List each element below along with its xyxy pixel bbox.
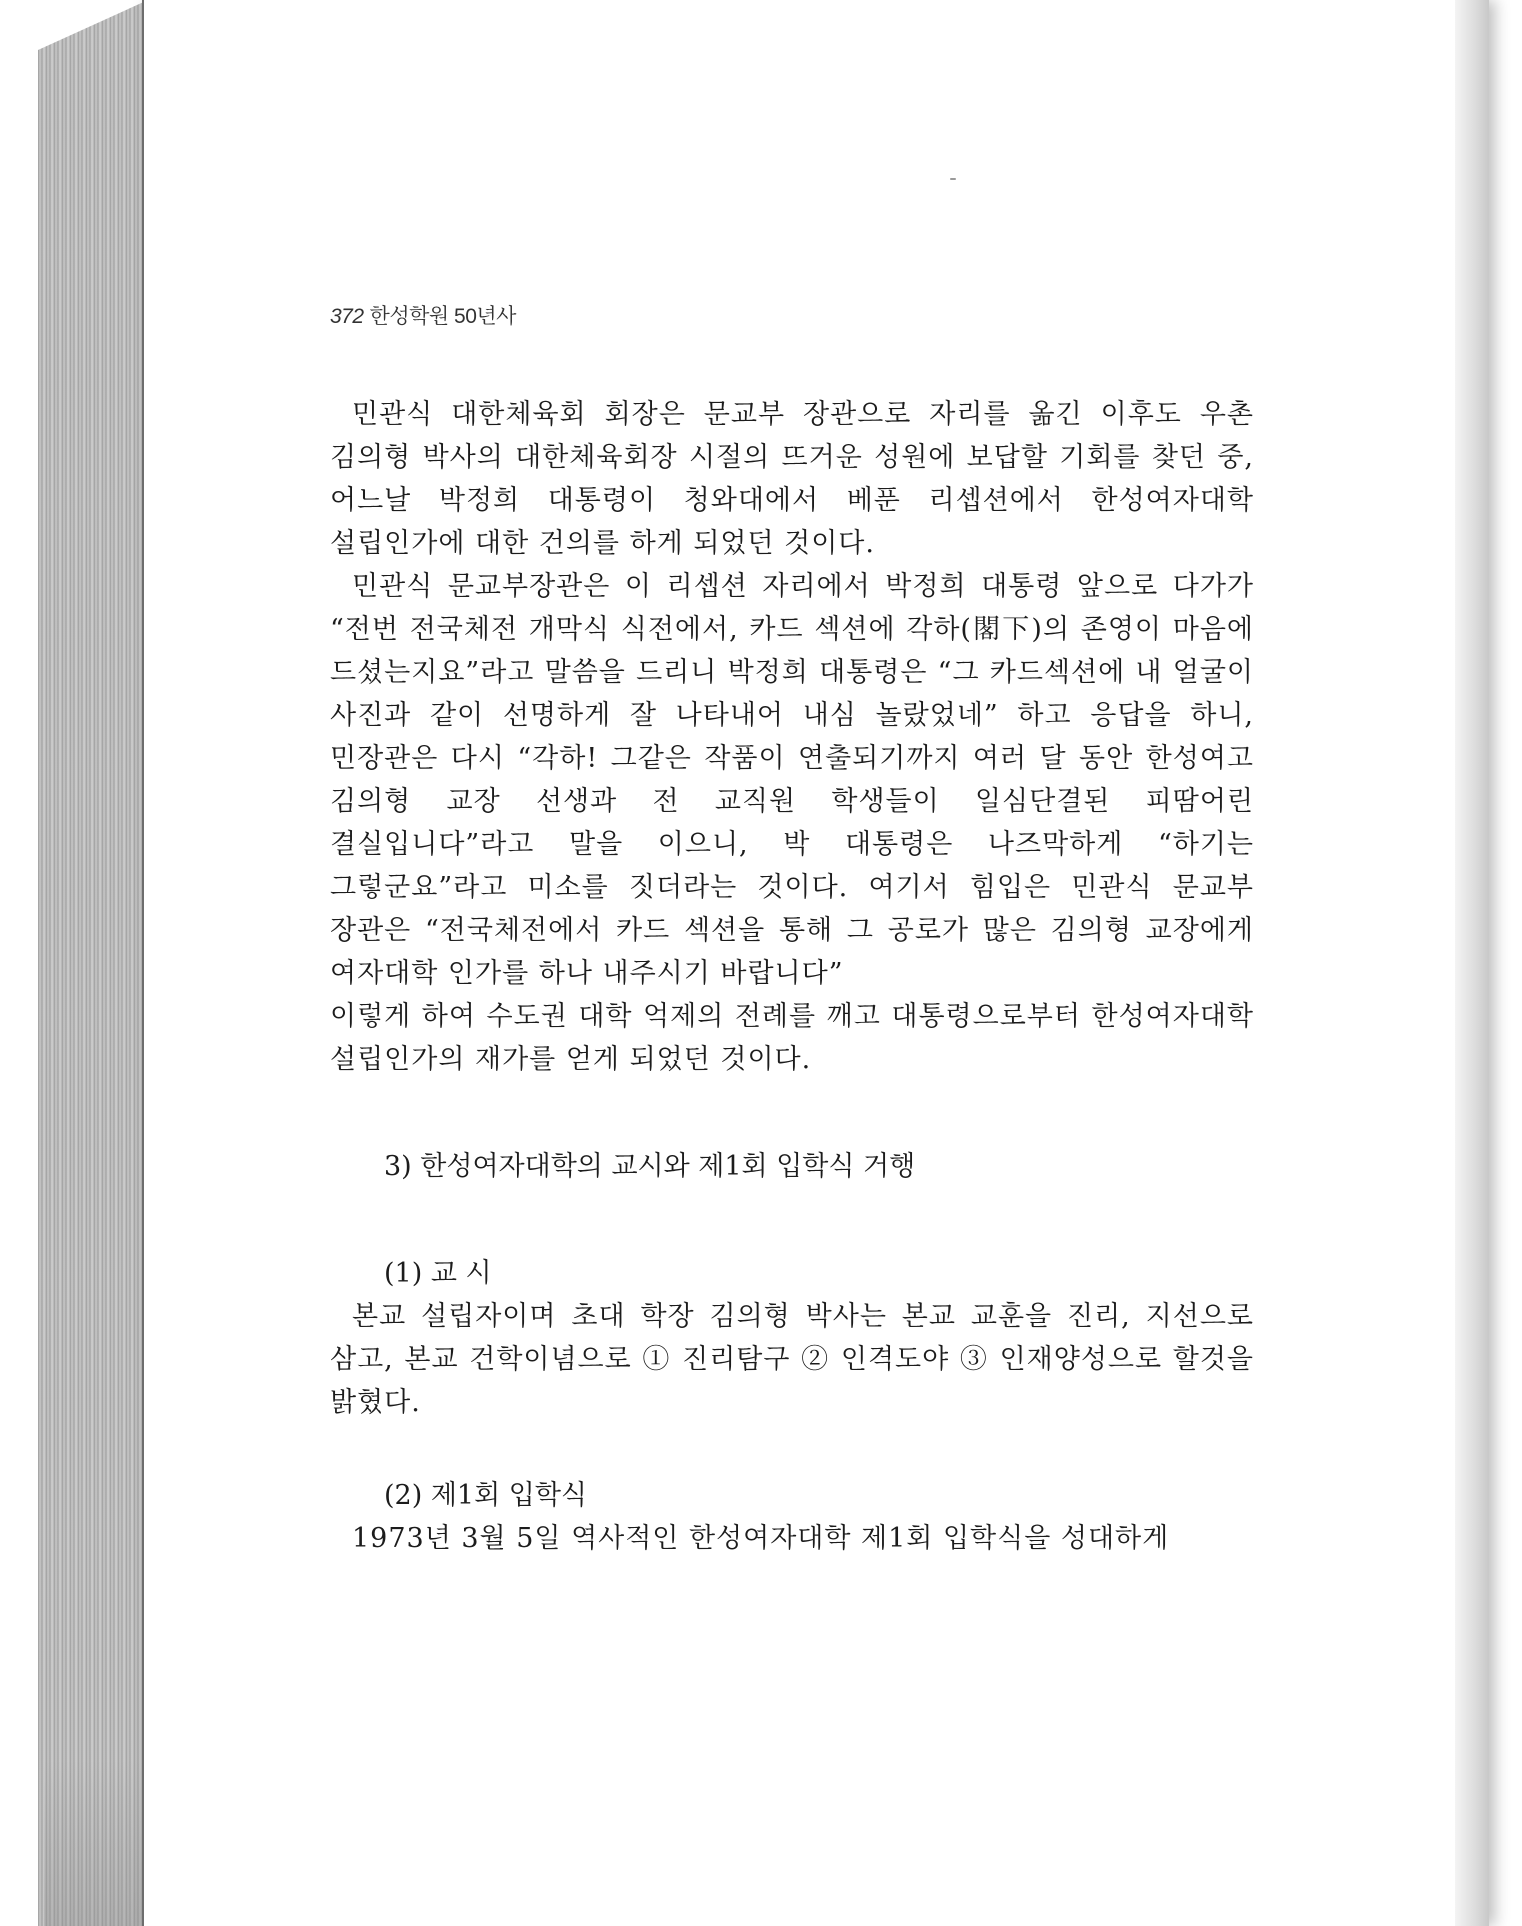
page-body: [330, 393, 1254, 1560]
paragraph-5: 1973년 3월 5일 역사적인 한성여자대학 제1회 입학식을 성대하게: [352, 1523, 1170, 1554]
page-number: 372: [330, 305, 364, 328]
paragraph-4: 본교 설립자이며 초대 학장 김의형 박사는 본교 교훈을 진리, 지선으로 삼고, 본교 건학이념으로 ① 진리탐구 ② 인격도야 ③ 인재양성으로 할것을 밝혔다.: [330, 1301, 1254, 1418]
page-right-edge: [1455, 0, 1489, 1926]
section-3-heading: 3) 한성여자대학의 교시와 제1회 입학식 거행: [384, 1151, 916, 1182]
paragraph-1: 민관식 대한체육회 회장은 문교부 장관으로 자리를 옮긴 이후도 우촌 김의형 박사의 대한체육회장 시절의 뜨거운 성원에 보답할 기회를 찾던 중, 어느날 박정희 대통령이 청와대에서 베푼 리셉션에서 한성여자대학 설립인가에 대한 건의를 하게 되었던 것이다.: [330, 399, 1254, 559]
book-title: 한성학원 50년사: [369, 305, 516, 328]
page-stack-shadow: [44, 1760, 148, 1926]
subsection-1-heading: (1) 교 시: [384, 1258, 492, 1289]
subsection-2-heading: (2) 제1회 입학식: [384, 1480, 587, 1511]
scan-speck: [950, 178, 956, 180]
running-header: [330, 300, 516, 330]
book-page-stack: [38, 0, 148, 1926]
spacer: [330, 1081, 1254, 1145]
paragraph-2: 민관식 문교부장관은 이 리셉션 자리에서 박정희 대통령 앞으로 다가가 “전번 전국체전 개막식 식전에서, 카드 섹션에 각하(閣下)의 존영이 마음에 드셨는지요”라고 말씀을 드리니 박정희 대통령은 “그 카드섹션에 내 얼굴이 사진과 같이 선명하게 잘 나타내어 내심 놀랐었네” 하고 응답을 하니, 민장관은 다시 “각하! 그같은 작품이 연출되기까지 여러 달 동안 한성여고 김의형 교장 선생과 전 교직원 학생들이 일심단결된 피땀어린 결실입니다”라고 말을 이으니, 박 대통령은 나즈막하게 “하기는 그렇군요”라고 미소를 짓더라는 것이다. 여기서 힘입은 민관식 문교부 장관은 “전국체전에서 카드 섹션을 통해 그 공로가 많은 김의형 교장에게 여자대학 인가를 하나 내주시기 바랍니다”: [330, 571, 1254, 989]
paragraph-3: 이렇게 하여 수도권 대학 억제의 전례를 깨고 대통령으로부터 한성여자대학 설립인가의 재가를 얻게 되었던 것이다.: [330, 1001, 1254, 1075]
spacer: [330, 1188, 1254, 1252]
spacer: [330, 1424, 1254, 1474]
